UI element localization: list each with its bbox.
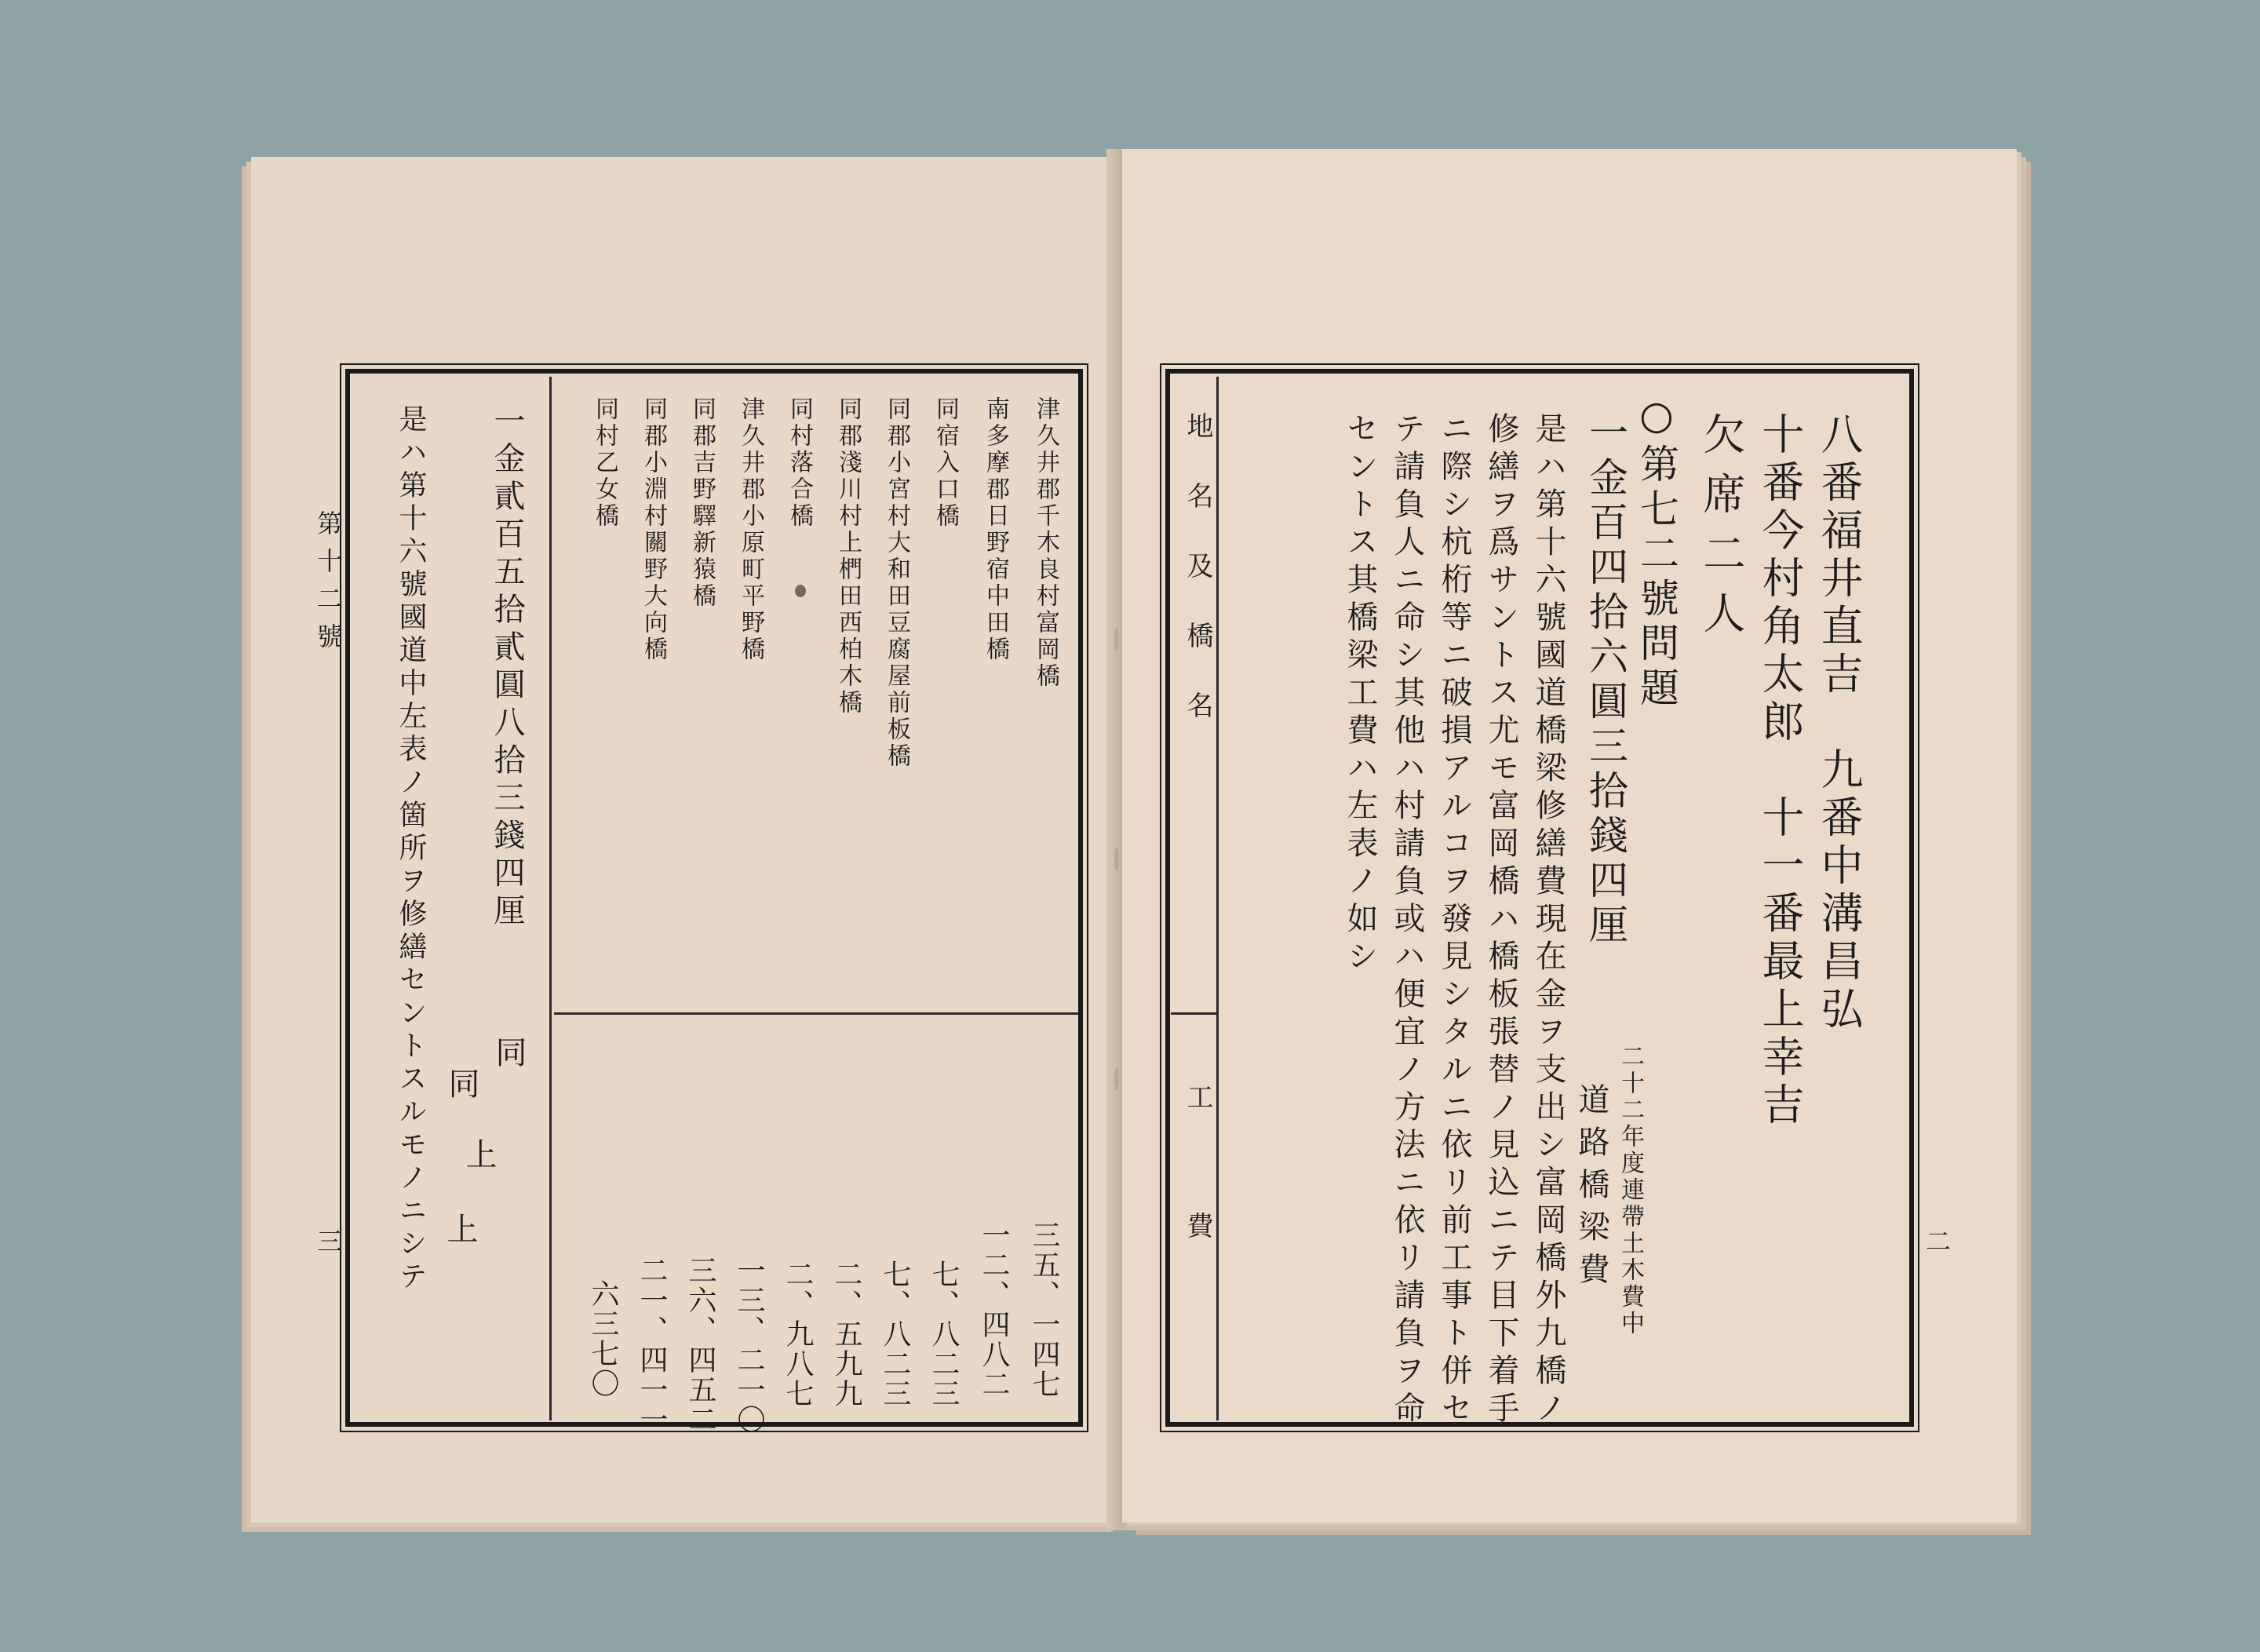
row-cost: 六三七〇	[587, 1279, 619, 1399]
row-name: 同郡吉野驛新猿橋	[688, 396, 716, 610]
budget-line-1: 一金百四拾六圓三拾錢四厘	[1583, 412, 1628, 949]
page-number-right: 二	[1922, 1228, 1952, 1253]
table-divider-horizontal	[554, 1012, 1078, 1015]
row-cost: 七、八二三	[879, 1260, 911, 1409]
attendance-line-1: 八番福井直吉 九番中溝昌弘	[1814, 412, 1864, 1034]
row-name: 同村乙女橋	[591, 396, 618, 530]
binding-stitch	[1114, 628, 1119, 651]
binding-stitch	[1114, 848, 1119, 871]
body-line-1: 是ハ第十六號國道橋梁修繕費現在金ヲ支出シ富岡橋外九橋ノ	[1530, 412, 1566, 1429]
table-header-cost: 工費	[1182, 1083, 1213, 1340]
budget-source: 二十二年度連帶土木費中	[1617, 1044, 1644, 1337]
row-cost: 二一、四一一	[636, 1256, 668, 1435]
budget-source-ditto-1: 同	[490, 1036, 527, 1074]
row-name: 同村落合橋	[786, 396, 813, 530]
absent-count: 欠席二人	[1697, 412, 1746, 651]
row-cost: 七、八二三	[928, 1260, 960, 1409]
row-name: 同郡淺川村上椚田西柏木橋	[834, 396, 862, 717]
row-name: 同郡小淵村關野大向橋	[640, 396, 667, 663]
row-cost: 一三、二一〇	[733, 1256, 765, 1435]
running-title: 第十二號	[313, 510, 343, 661]
row-cost: 三六、四五二	[684, 1256, 716, 1435]
row-name: 津久井郡千木良村富岡橋	[1032, 396, 1059, 690]
budget-source-ditto-2: 上	[461, 1138, 497, 1176]
budget-line-2: 一金貳百五拾貳圓八拾三錢四厘	[489, 404, 525, 932]
attendance-line-2: 十番今村角太郎 十一番最上幸吉	[1755, 412, 1805, 1130]
page-number-left: 三	[313, 1228, 343, 1253]
binding-stitch	[1114, 1067, 1119, 1091]
table-header-name: 地名及橋名	[1182, 412, 1213, 761]
header-divider-horizontal	[1171, 1012, 1216, 1015]
ink-spot	[795, 585, 806, 597]
question-title: ○第七二號問題	[1634, 392, 1679, 712]
row-cost: 三五、一四七	[1028, 1220, 1060, 1399]
budget-item: 道路橋梁費	[1573, 1083, 1609, 1295]
budget-item-ditto-1: 同	[443, 1067, 479, 1105]
open-book	[251, 141, 2025, 1530]
body-line-4: テ請負人ニ命シ其他ハ村請負或ハ便宜ノ方法ニ依リ請負ヲ命	[1389, 412, 1425, 1429]
row-name: 同郡小宮村大和田豆腐屋前板橋	[883, 396, 910, 770]
row-name: 津久井郡小原町平野橋	[737, 396, 764, 663]
body-line-2: 修繕ヲ爲サントス尤モ富岡橋ハ橋板張替ノ見込ニテ目下着手	[1483, 412, 1519, 1429]
row-name: 南多摩郡日野宿中田橋	[982, 396, 1009, 663]
row-name: 同宿入口橋	[931, 396, 959, 530]
body-line-5: セントス其橋梁工費ハ左表ノ如シ	[1342, 412, 1378, 977]
left-body-line: 是ハ第十六號國道中左表ノ箇所ヲ修繕セントスルモノニシテ	[395, 404, 427, 1294]
row-cost: 一二、四八二	[978, 1220, 1010, 1399]
row-cost: 二、九八七	[782, 1260, 814, 1409]
row-cost: 二、五九九	[830, 1260, 862, 1409]
table-divider-vertical	[549, 377, 552, 1420]
body-line-3: ニ際シ杭桁等ニ破損アルコヲ發見シタルニ依リ前工事ト併セ	[1436, 412, 1472, 1429]
budget-item-ditto-2: 上	[442, 1213, 478, 1250]
